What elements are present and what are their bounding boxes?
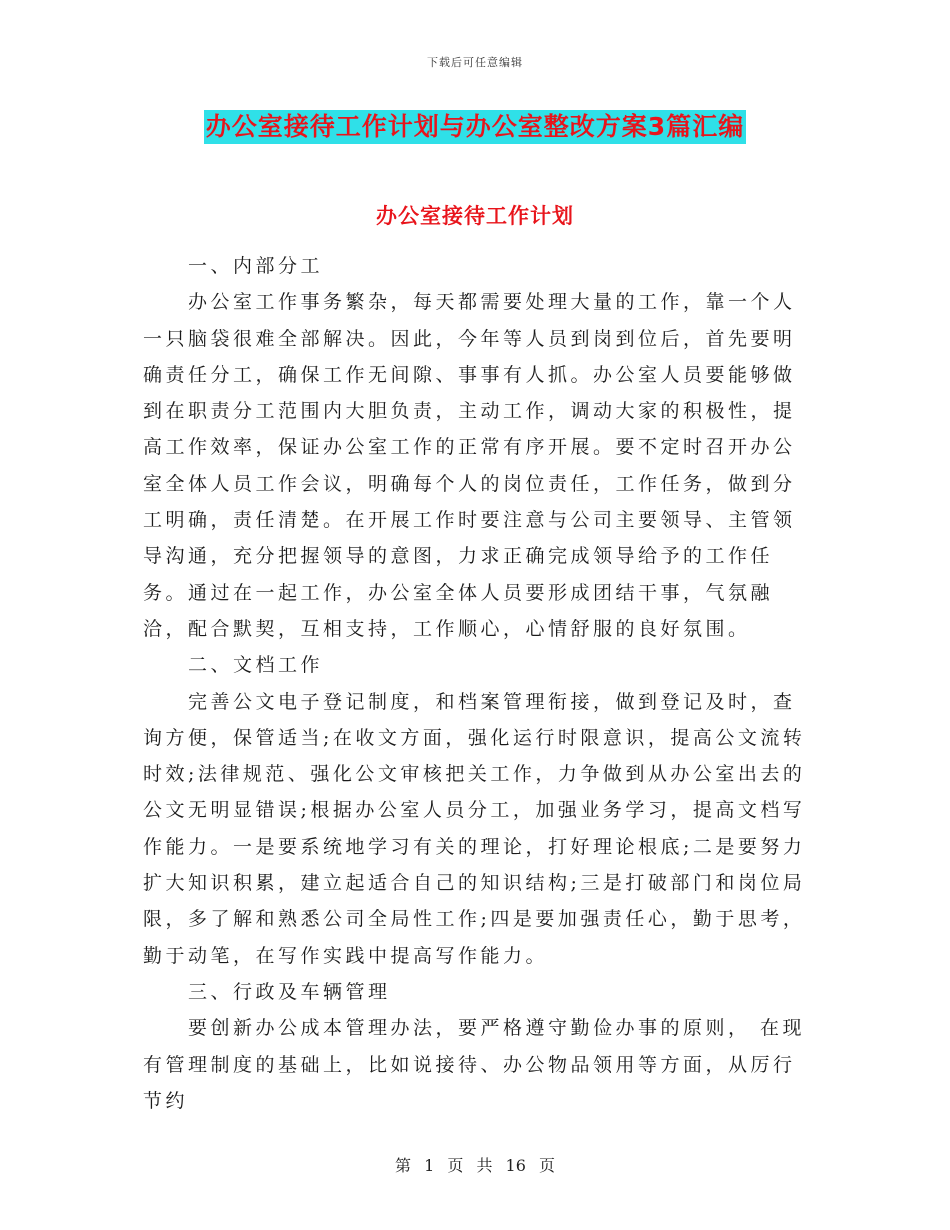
document-title: 办公室接待工作计划与办公室整改方案3篇汇编 bbox=[204, 110, 746, 144]
section-heading-3: 三、行政及车辆管理 bbox=[188, 980, 391, 1003]
page-footer: 第 1 页 共 16 页 bbox=[395, 1156, 555, 1175]
section-heading-2: 二、文档工作 bbox=[188, 654, 324, 677]
body-paragraph-1: 办公室工作事务繁杂，每天都需要处理大量的工作，靠一个人一只脑袋很难全部解决。因此，今年等人员到岗到位后，首先要明确责任分工，确保工作无间隙、事事有人抓。办公室人员要能够做到在职责分工范围内大胆负责，主动工作，调动大家的积极性，提高工作效率，保证办公室工作的正常有序开展。要不定时召开办公室全体人员工作会议，明确每个人的岗位责任，工作任务，做到分工明确，责任清楚。在开展工作时要注意与公司主要领导、主管领导沟通，充分把握领导的意图，力求正确完成领导给予的工作任务。通过在一起工作，办公室全体人员要形成团结干事，气氛融洽，配合默契，互相支持，工作顺心，心情舒服的良好氛围。 bbox=[143, 291, 796, 640]
header-note: 下载后可任意编辑 bbox=[427, 56, 523, 69]
document-title-wrap bbox=[0, 110, 950, 144]
body-paragraph-3: 要创新办公成本管理办法，要严格遵守勤俭办事的原则， 在现有管理制度的基础上，比如说接待、办公物品领用等方面，从厉行节约 bbox=[143, 1017, 806, 1112]
document-body bbox=[143, 248, 813, 1119]
section-title: 办公室接待工作计划 bbox=[376, 204, 574, 228]
body-paragraph-2: 完善公文电子登记制度，和档案管理衔接，做到登记及时，查询方便，保管适当;在收文方面，强化运行时限意识，提高公文流转时效;法律规范、强化公文审核把关工作，力争做到从办公室出去的公文无明显错误;根据办公室人员分工，加强业务学习，提高文档写作能力。一是要系统地学习有关的理论，打好理论根底;二是要努力扩大知识积累，建立起适合自己的知识结构;三是打破部门和岗位局限，多了解和熟悉公司全局性工作;四是要加强责任心，勤于思考，勤于动笔，在写作实践中提高写作能力。 bbox=[143, 690, 806, 967]
section-heading-1: 一、内部分工 bbox=[188, 255, 324, 277]
